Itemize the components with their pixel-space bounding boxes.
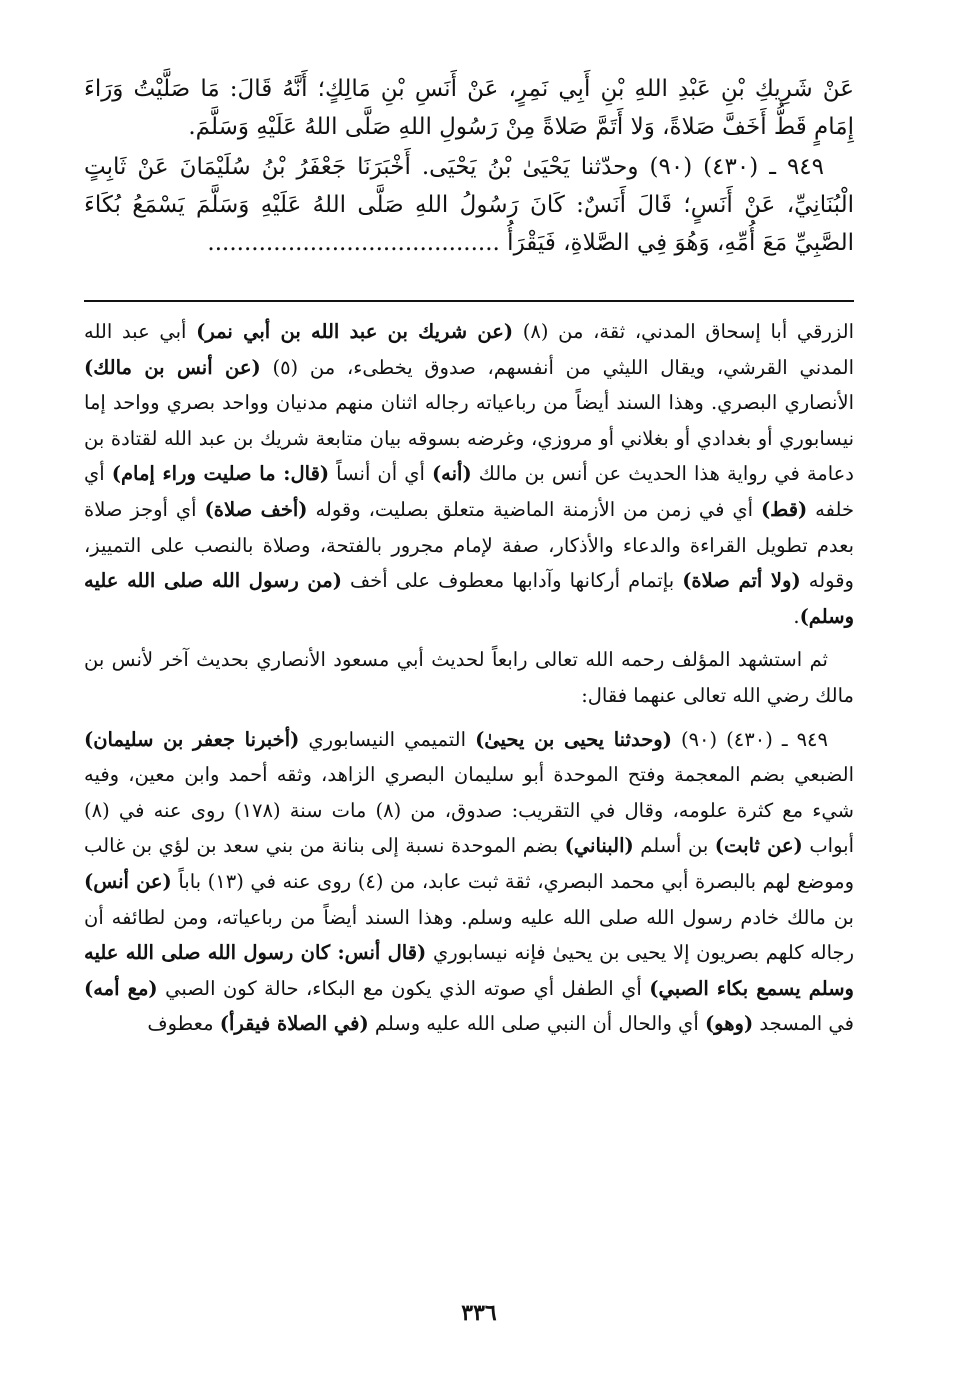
commentary-segment: الأنصاري البصري. وهذا السند أيضاً من رباعياته رجاله اثنان منهم مدنيان وواحد بصري وواحد إما نيسابوري أو بغدادي أو بغلاني أو مروزي، وغرضه بسوقه بيان متابعة شريك بن عبد الله لقتادة بن دعامة في رواية هذا الحديث عن أنس بن مالك — [84, 391, 854, 486]
quoted-matn-segment: (عن ثابت) — [714, 834, 803, 858]
commentary-segment: . — [793, 604, 800, 628]
hadith-text-block — [84, 70, 854, 262]
commentary-segment: أي أن أنساً — [329, 462, 432, 486]
book-page — [84, 70, 854, 1050]
commentary-segment: أي أوجز صلاة بعدم تطويل القراءة والدعاء والأذكار، صفة لإمام مجرور بالفتحة، وصلاة بالنصب على التمييز، وقوله — [84, 497, 854, 593]
commentary-paragraph-1 — [84, 314, 854, 634]
commentary-segment: التميمي النيسابوري — [299, 727, 476, 751]
commentary-segment: بن أسلم — [633, 834, 715, 858]
commentary-segment: بإتمام أركانها وآدابها معطوف على أخف — [341, 569, 683, 593]
commentary-segment: في المسجد — [753, 1012, 854, 1036]
quoted-matn-segment: (أخف صلاة) — [204, 497, 308, 521]
quoted-matn-segment: (عن أنس بن مالك) — [84, 355, 261, 379]
hadith-paragraph-1: عَنْ شَرِيكِ بْنِ عَبْدِ اللهِ بْنِ أَبِي نَمِرٍ، عَنْ أَنَسِ بْنِ مَالِكٍ؛ أَنَّهُ قَالَ: مَا صَلَّيْتُ وَرَاءَ إِمَامٍ قَطُّ أَخَفَّ صَلاةً، وَلا أَتَمَّ صَلاةً مِنْ رَسُولِ اللهِ صَلَّى اللهُ عَلَيْهِ وَسَلَّمَ. — [84, 76, 854, 140]
quoted-matn-segment: (وهو) — [704, 1012, 754, 1036]
commentary-paragraph-3 — [84, 722, 854, 1042]
commentary-segment: ٩٤٩ ـ (٤٣٠) (٩٠) — [671, 727, 828, 751]
quoted-matn-segment: (في الصلاة فيقرأ) — [219, 1012, 369, 1036]
commentary-segment: بن مالك خادم رسول الله صلى الله عليه وسلم. وهذا السند أيضاً من رباعياته، ومن لطائفه أن رجاله كلهم بصريون إلا يحيى بن يحيىٰ فإنه نيسابوري — [84, 905, 854, 965]
page-number: ٣٣٦ — [461, 1300, 497, 1326]
commentary-paragraph-2 — [84, 642, 854, 713]
quoted-matn-segment: (وحدثنا يحيى بن يحيىٰ) — [475, 727, 672, 751]
quoted-matn-segment: (عن شريك بن عبد الله بن أبي نمر) — [196, 320, 514, 343]
commentary-segment: أي الطفل أي صوته الذي يكون مع البكاء، حالة كون الصبي — [157, 976, 650, 1000]
quoted-matn-segment: (قط) — [760, 497, 808, 521]
commentary-segment: أي في زمن من الأزمنة الماضية متعلق بصليت، وقوله — [307, 497, 761, 521]
commentary-segment: أبي عبد الله المدني القرشي، ويقال الليثي من أنفسهم، صدوق يخطىء، من (٥) — [84, 320, 854, 379]
commentary-segment: ثم استشهد المؤلف رحمه الله تعالى رابعاً لحديث أبي مسعود الأنصاري بحديث آخر لأنس بن مالك رضي الله تعالى عنهما فقال: — [84, 648, 854, 707]
quoted-matn-segment: (من رسول الله صلى الله عليه وسلم) — [84, 569, 854, 628]
commentary-segment: الزرقي أبا إسحاق المدني، ثقة، من (٨) — [513, 320, 855, 343]
quoted-matn-segment: (مع أمه) — [84, 976, 158, 1000]
hadith-paragraph-2: ٩٤٩ ـ (٤٣٠) (٩٠) وحدّثنا يَحْيَىٰ بْنُ يَحْيَى. أَخْبَرَنَا جَعْفَرُ بْنُ سُلَيْمَانَ عَنْ ثَابِتٍ الْبُنَانِيِّ، عَنْ أَنَسٍ؛ قَالَ أَنَسٌ: كَانَ رَسُولُ اللهِ صَلَّى اللهُ عَلَيْهِ وَسَلَّمَ يَسْمَعُ بُكَاءَ الصَّبِيِّ مَعَ أُمِّهِ، وَهُوَ فِي الصَّلاةِ، فَيَقْرَأُ ........................................ — [84, 154, 855, 256]
commentary-segment: بضم الموحدة نسبة إلى بنانة من بني سعد بن لؤي بن غالب وموضع لهم بالبصرة أبي محمد البصري، ثقة ثبت عابد، من (٤) روى عنه في (١٣) باباً — [84, 834, 855, 893]
quoted-matn-segment: (أنه) — [431, 462, 472, 486]
quoted-matn-segment: (أخبرنا جعفر بن سليمان) — [84, 727, 300, 751]
commentary-segment: أي خلفه — [84, 462, 854, 521]
commentary-segment: الضبعي بضم المعجمة وفتح الموحدة أبو سليمان البصري الزاهد، وثقه أحمد وابن معين، وفيه شيء مع كثرة علومه، وقال في التقريب: صدوق، من (٨) مات سنة (١٧٨) روى عنه في (٨) أبواب — [84, 763, 855, 858]
commentary-block — [84, 314, 854, 1042]
quoted-matn-segment: (قال: ما صليت وراء إمام) — [111, 462, 330, 486]
quoted-matn-segment: (عن أنس) — [84, 869, 172, 893]
quoted-matn-segment: (قال أنس: كان رسول الله صلى الله عليه وسلم يسمع بكاء الصبي) — [84, 941, 854, 1000]
commentary-segment: معطوف — [147, 1012, 220, 1036]
quoted-matn-segment: (البناني) — [564, 834, 634, 858]
commentary-segment: أي والحال أن النبي صلى الله عليه وسلم — [368, 1012, 705, 1036]
quoted-matn-segment: (ولا أتم صلاة) — [682, 569, 801, 593]
footnote-divider — [84, 300, 854, 302]
